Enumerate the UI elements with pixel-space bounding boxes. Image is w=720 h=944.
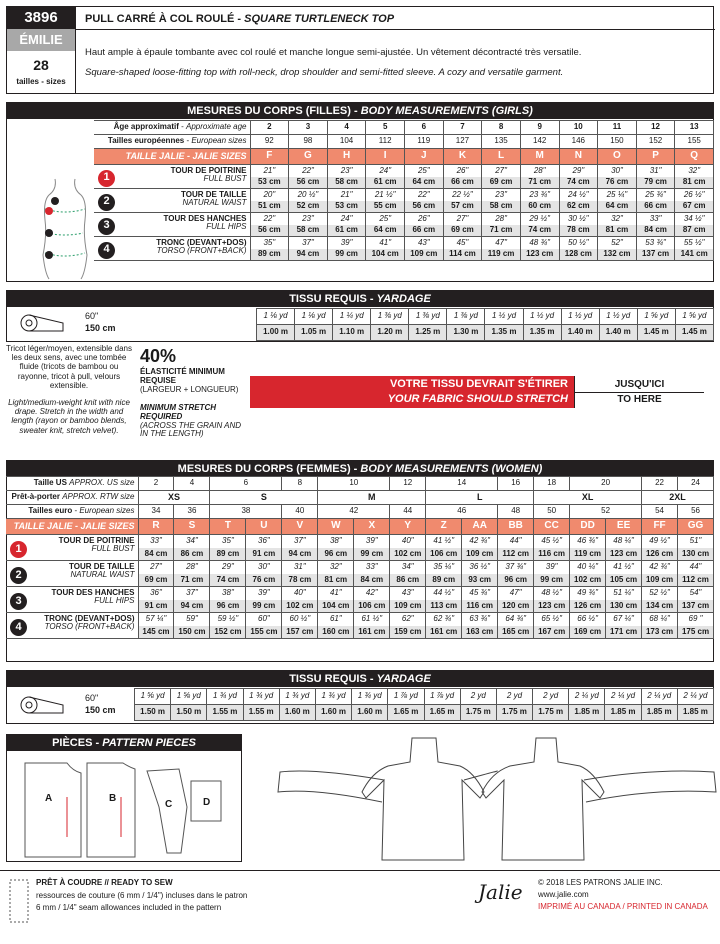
website-link[interactable]: www.jalie.com bbox=[538, 890, 589, 899]
pattern-pieces-diagram bbox=[11, 757, 237, 859]
piece-label-a: A bbox=[45, 793, 53, 804]
stretch-percent: 40% bbox=[140, 346, 177, 366]
size-count-label: tailles - sizes bbox=[16, 77, 66, 86]
seam-allowance-en: 6 mm / 1/4" seam allowances included in the pattern bbox=[36, 903, 222, 912]
pattern-name: ÉMILIE bbox=[7, 29, 75, 51]
size-count: 28 bbox=[33, 57, 49, 73]
needle-icon bbox=[6, 876, 32, 926]
fabric-roll-icon bbox=[19, 695, 67, 715]
copyright: © 2018 LES PATRONS JALIE INC. bbox=[538, 878, 663, 887]
piece-label-d: D bbox=[203, 797, 211, 808]
stretch-bar: VOTRE TISSU DEVRAIT S'ÉTIRER YOUR FABRIC SHOULD STRETCH bbox=[250, 376, 574, 408]
garment-technical-drawing bbox=[274, 732, 720, 864]
pattern-pieces: PIÈCES - PATTERN PIECES A B C D bbox=[6, 734, 242, 862]
description-fr: Haut ample à épaule tombante avec col roulé et manche longue semi-ajustée. Un vêtement décontracté très versatile. bbox=[85, 47, 582, 58]
piece-label-b: B bbox=[109, 793, 117, 804]
yardage-women-table: 1 ⅝ yd 1 ⅝ yd 1 ¾ yd 1 ¾ yd 1 ¾ yd 1 ¾ yd 1 ¾ yd 1 ⅞ yd 1 ⅞ yd 2 yd 2 yd 2 yd 2 ¼ yd 2 ¼ yd 2 ¼ yd 2 ¼ yd 1.50 m 1.50 m 1.55 m 1.55 m 1.60 m 1.60 m 1.60 m 1.65 m 1.65 m 1.75 m 1.75 m 1.75 m 1.85 m 1.85 m 1.85 m 1.85 m bbox=[134, 688, 714, 721]
girls-title: MESURES DU CORPS (FILLES) - BODY MEASUREMENTS (GIRLS) bbox=[7, 103, 713, 119]
yardage-girls-table: 1 ⅛ yd 1 ⅛ yd 1 ¼ yd 1 ⅜ yd 1 ⅜ yd 1 ⅜ yd 1 ½ yd 1 ½ yd 1 ½ yd 1 ½ yd 1 ⅝ yd 1 ⅝ yd 1.00 m 1.05 m 1.10 m 1.20 m 1.25 m 1.30 m 1.35 m 1.35 m 1.40 m 1.40 m 1.45 m 1.45 m bbox=[256, 308, 714, 341]
stretch-min-en: MINIMUM STRETCH REQUIRED (ACROSS THE GRAIN AND IN THE LENGTH) bbox=[140, 403, 242, 439]
description-en: Square-shaped loose-fitting top with roll-neck, drop shoulder and semi-fitted sleeve. A cozy and versatile garment. bbox=[85, 67, 564, 78]
stretch-min-fr: ÉLASTICITÉ MINIMUM REQUISE (LARGEUR + LONGUEUR) bbox=[140, 367, 239, 394]
pattern-code: 3896 bbox=[7, 7, 75, 29]
women-table: Taille US APPROX. US size 2 4 6 8 10 12 14 16 18 20 22 24 Prêt-à-porter APPROX. RTW size XS S M L XL 2XL Tailles euro - European sizes 34 36 38 40 42 44 46 48 50 52 54 56 TAILLE JALIE - JALIE SIZES R S T U V W X Y Z AA BB CC DD EE FF GG 1 TOUR DE POITRINE FULL BUST 33" 34" 35" 36" 37" 38" 39" 40" 41 ½" 42 ¾" 44" 45 ½" 46 ¾" 48 ¼" 49 ½" 51" 84 cm 86 cm 89 cm 91 cm 94 cm 96 cm 99 cm 102 cm 106 cm 109 cm 112 cm 116 cm 119 cm 123 cm 126 cm 130 cm 2 TOUR DE TAILLE NATURAL WAIST 27" 28" 29" 30" 31" 32" 33" 34" 35 ¼" 36 ½" 37 ¾" 39" 40 ¼" 41 ½" 42 ¾" 44" 69 cm 71 cm 74 cm 76 cm 78 cm 81 cm 84 cm 86 cm 89 cm 93 cm 96 cm 99 cm 102 cm 105 cm 109 cm 112 cm 3 TOUR DES HANCHES FULL HIPS 36" 37" 38" 39" 40" 41" 42" 43" 44 ½" 45 ¾" 47" 48 ½" 49 ¾" 51 ¼" 52 ½" 54" 91 cm 94 cm 96 cm 99 cm 102 cm 104 cm 106 cm 109 cm 113 cm 116 cm 120 cm 123 cm 126 cm 130 cm 134 cm 137 cm 4 TRONC (DEVANT+DOS) TORSO (FRONT+BACK) 57 ¼" 59" 59 ½" 60" 60 ½" 61" 61 ½" 62" 62 ¾" 63 ¾" 64 ¾" 65 ½" 66 ½" 67 ¼" 68 ¼" 69 " 145 cm 150 cm 152 cm 155 cm 157 cm 160 cm 161 cm 159 cm 161 cm 163 cm 165 cm 167 cm 169 cm 171 cm 173 cm 175 cm bbox=[6, 476, 714, 639]
jalie-logo: Jalie bbox=[478, 880, 523, 904]
printed-in: IMPRIMÉ AU CANADA / PRINTED IN CANADA bbox=[538, 902, 708, 911]
women-section: MESURES DU CORPS (FEMMES) - BODY MEASUREMENTS (WOMEN) bbox=[6, 460, 714, 662]
yardage-women: TISSU REQUIS - YARDAGE 60" 150 cm bbox=[6, 670, 714, 724]
fabric-width-cm: 150 cm bbox=[85, 705, 116, 715]
fabric-description-en: Light/medium-weight knit with nice drape. Stretch in the width and length (rayon or bamboo blends, sweater knit, stretch velvet). bbox=[8, 398, 130, 435]
fabric-roll-icon bbox=[19, 313, 67, 333]
piece-label-c: C bbox=[165, 799, 173, 810]
yardage-girls: TISSU REQUIS - YARDAGE 60" 150 cm bbox=[6, 290, 714, 342]
header bbox=[6, 6, 714, 94]
seam-allowance-fr: ressources de couture (6 mm / 1/4") incluses dans le patron bbox=[36, 891, 248, 900]
fabric-width-cm: 150 cm bbox=[85, 323, 116, 333]
body-figure-icon bbox=[35, 175, 95, 280]
fabric-description-fr: Tricot léger/moyen, extensible dans les deux sens, avec une tombée fluide (tricots de bambou ou rayonne, tricot à pull, velours extensible. bbox=[6, 344, 132, 390]
girls-table: Âge approximatif - Approximate age 2 3 4 5 6 7 8 9 10 11 12 13 Tailles européennes - European sizes 92 98 104 112 119 127 135 142 146 150 152 155 TAILLE JALIE - JALIE SIZES F G H I J K L M N O P Q 1 TOUR DE POITRINE FULL BUST 21" 22" 23" 24" 25" 26" 27" 28" 29" 30" 31" 32" 53 cm 56 cm 58 cm 61 cm 64 cm 66 cm 69 cm 71 cm 74 cm 76 cm 79 cm 81 cm 2 TOUR DE TAILLE NATURAL WAIST 20" 20 ½" 21" 21 ½" 22" 22 ½" 23" 23 ¾" 24 ½" 25 ¼" 25 ¾" 26 ½" 51 cm 52 cm 53 cm 55 cm 56 cm 57 cm 58 cm 60 cm 62 cm 64 cm 66 cm 67 cm 3 TOUR DES HANCHES FULL HIPS 22" 23" 24" 25" 26" 27" 28" 29 ½" 30 ½" 32" 33" 34 ½" 56 cm 58 cm 61 cm 64 cm 66 cm 69 cm 71 cm 74 cm 78 cm 81 cm 84 cm 87 cm 4 TRONC (DEVANT+DOS) TORSO (FRONT+BACK) 35" 37" 39" 41" 43" 45" 47" 48 ¾" 50 ½" 52" 53 ¾" 55 ½" 89 cm 94 cm 99 cm 104 cm 109 cm 114 cm 119 cm 123 cm 128 cm 132 cm 137 cm 141 cm bbox=[94, 120, 714, 261]
page-title: PULL CARRÉ À COL ROULÉ - SQUARE TURTLENECK TOP bbox=[85, 13, 395, 25]
fabric-width-in: 60" bbox=[85, 693, 99, 703]
ready-to-sew: PRÊT À COUDRE // READY TO SEW bbox=[36, 878, 173, 887]
stretch-target: JUSQU'ICI TO HERE bbox=[574, 376, 704, 408]
fabric-width-in: 60" bbox=[85, 311, 99, 321]
